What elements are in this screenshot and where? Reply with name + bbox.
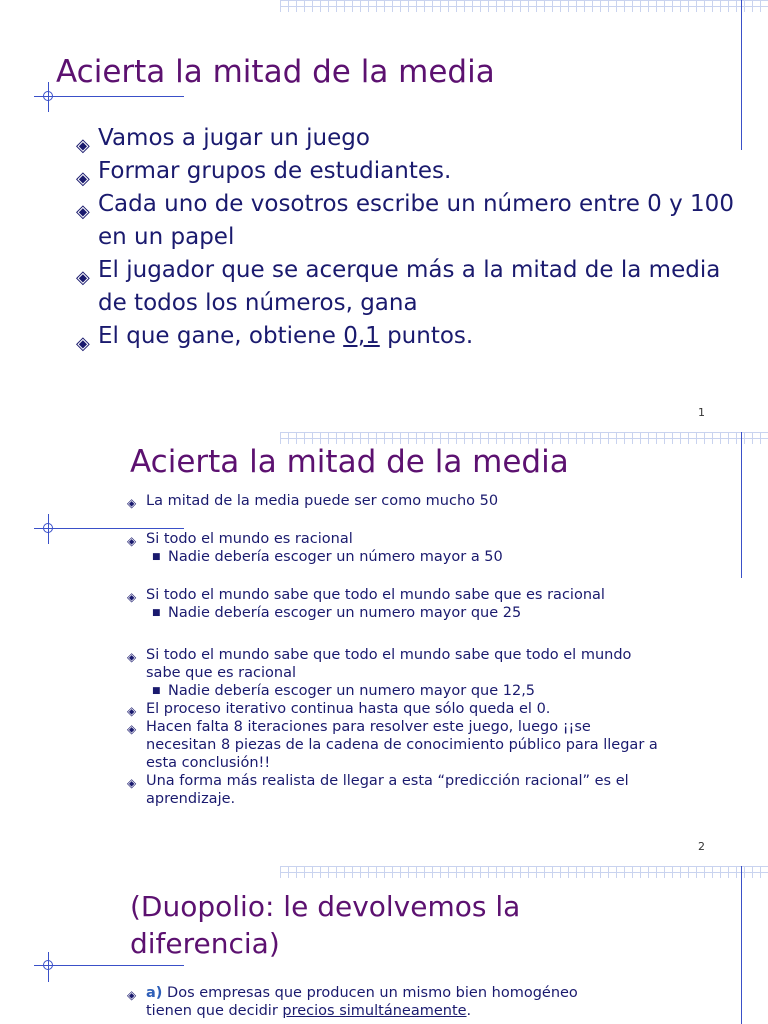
vertical-rule [741, 866, 742, 1024]
slide-1-title: Acierta la mitad de la media [56, 54, 495, 90]
diamond-bullet-icon: ◈ [127, 590, 137, 604]
page-number: 1 [698, 406, 705, 419]
points-link[interactable]: 0,1 [343, 323, 380, 349]
list-item: ◈ Formar grupos de estudiantes. [76, 155, 736, 188]
grid-pattern [280, 0, 768, 12]
spacer [124, 566, 664, 586]
list-item: ◈ Cada uno de vosotros escribe un número entre 0 y 100 en un papel [76, 191, 734, 250]
square-bullet-icon: ■ [152, 608, 161, 618]
spacer [124, 622, 664, 646]
sub-list-item: ■ Nadie debería escoger un numero mayor que 25 [152, 605, 522, 621]
slide-3-title [130, 888, 520, 962]
slide-3 [0, 866, 768, 1024]
spacer [124, 510, 664, 530]
slide-1-bullets [76, 122, 736, 353]
square-bullet-icon: ■ [152, 686, 161, 696]
list-item: ◈ Hacen falta 8 iteraciones para resolver este juego, luego ¡¡se necesitan 8 piezas de la cadena de conocimiento público para llegar a esta conclusión!! [127, 719, 658, 771]
corner-circle [43, 523, 53, 533]
sub-list-item: ■ Nadie debería escoger un número mayor a 50 [152, 549, 503, 565]
slide-1 [0, 0, 768, 432]
list-item: ◈ La mitad de la media puede ser como mucho 50 [127, 493, 499, 510]
diamond-bullet-icon: ◈ [127, 988, 137, 1002]
list-item: ◈ El jugador que se acerque más a la mitad de la media de todos los números, gana [76, 257, 721, 316]
list-item: ◈ Si todo el mundo sabe que todo el mundo sabe que todo el mundo sabe que es racional [127, 647, 632, 681]
grid-pattern [280, 866, 768, 878]
diamond-bullet-icon: ◈ [127, 650, 137, 664]
square-bullet-icon: ■ [152, 552, 161, 562]
title-line-2: diferencia) [130, 927, 280, 960]
title-underline [34, 96, 184, 97]
page-number: 2 [698, 840, 705, 853]
precios-link[interactable]: precios simultáneamente [282, 1003, 467, 1019]
diamond-bullet-icon: ◈ [127, 496, 137, 510]
diamond-bullet-icon: ◈ [127, 776, 137, 790]
diamond-bullet-icon: ◈ [76, 333, 90, 354]
list-item: ◈ a) Dos empresas que producen un mismo bien homogéneo tienen que decidir precios simultáneamente. [127, 985, 578, 1019]
item-label: a) [146, 985, 163, 1001]
diamond-bullet-icon: ◈ [127, 722, 137, 736]
list-item: ◈ Una forma más realista de llegar a esta “predicción racional” es el aprendizaje. [127, 773, 629, 807]
title-underline [34, 965, 184, 966]
diamond-bullet-icon: ◈ [76, 267, 90, 288]
vertical-rule [741, 0, 742, 150]
title-line-1: (Duopolio: le devolvemos la [130, 890, 521, 923]
slide-2-title: Acierta la mitad de la media [130, 444, 569, 480]
list-item: ◈ Si todo el mundo es racional [127, 531, 353, 548]
slide-2 [0, 432, 768, 866]
slide-3-bullets [124, 984, 624, 1020]
vertical-rule [741, 432, 742, 578]
list-item: ◈ Vamos a jugar un juego [76, 122, 736, 155]
diamond-bullet-icon: ◈ [76, 201, 90, 222]
list-item: ◈ Si todo el mundo sabe que todo el mundo sabe que es racional [127, 587, 605, 604]
diamond-bullet-icon: ◈ [76, 168, 90, 189]
sub-list-item: ■ Nadie debería escoger un numero mayor que 12,5 [152, 683, 536, 699]
diamond-bullet-icon: ◈ [127, 534, 137, 548]
slide-2-bullets [124, 492, 664, 808]
corner-circle [43, 91, 53, 101]
grid-pattern [280, 432, 768, 444]
list-item: ◈ El proceso iterativo continua hasta que sólo queda el 0. [127, 701, 551, 718]
diamond-bullet-icon: ◈ [127, 704, 137, 718]
corner-circle [43, 960, 53, 970]
diamond-bullet-icon: ◈ [76, 135, 90, 156]
list-item: ◈ El que gane, obtiene 0,1 puntos. [76, 320, 736, 353]
